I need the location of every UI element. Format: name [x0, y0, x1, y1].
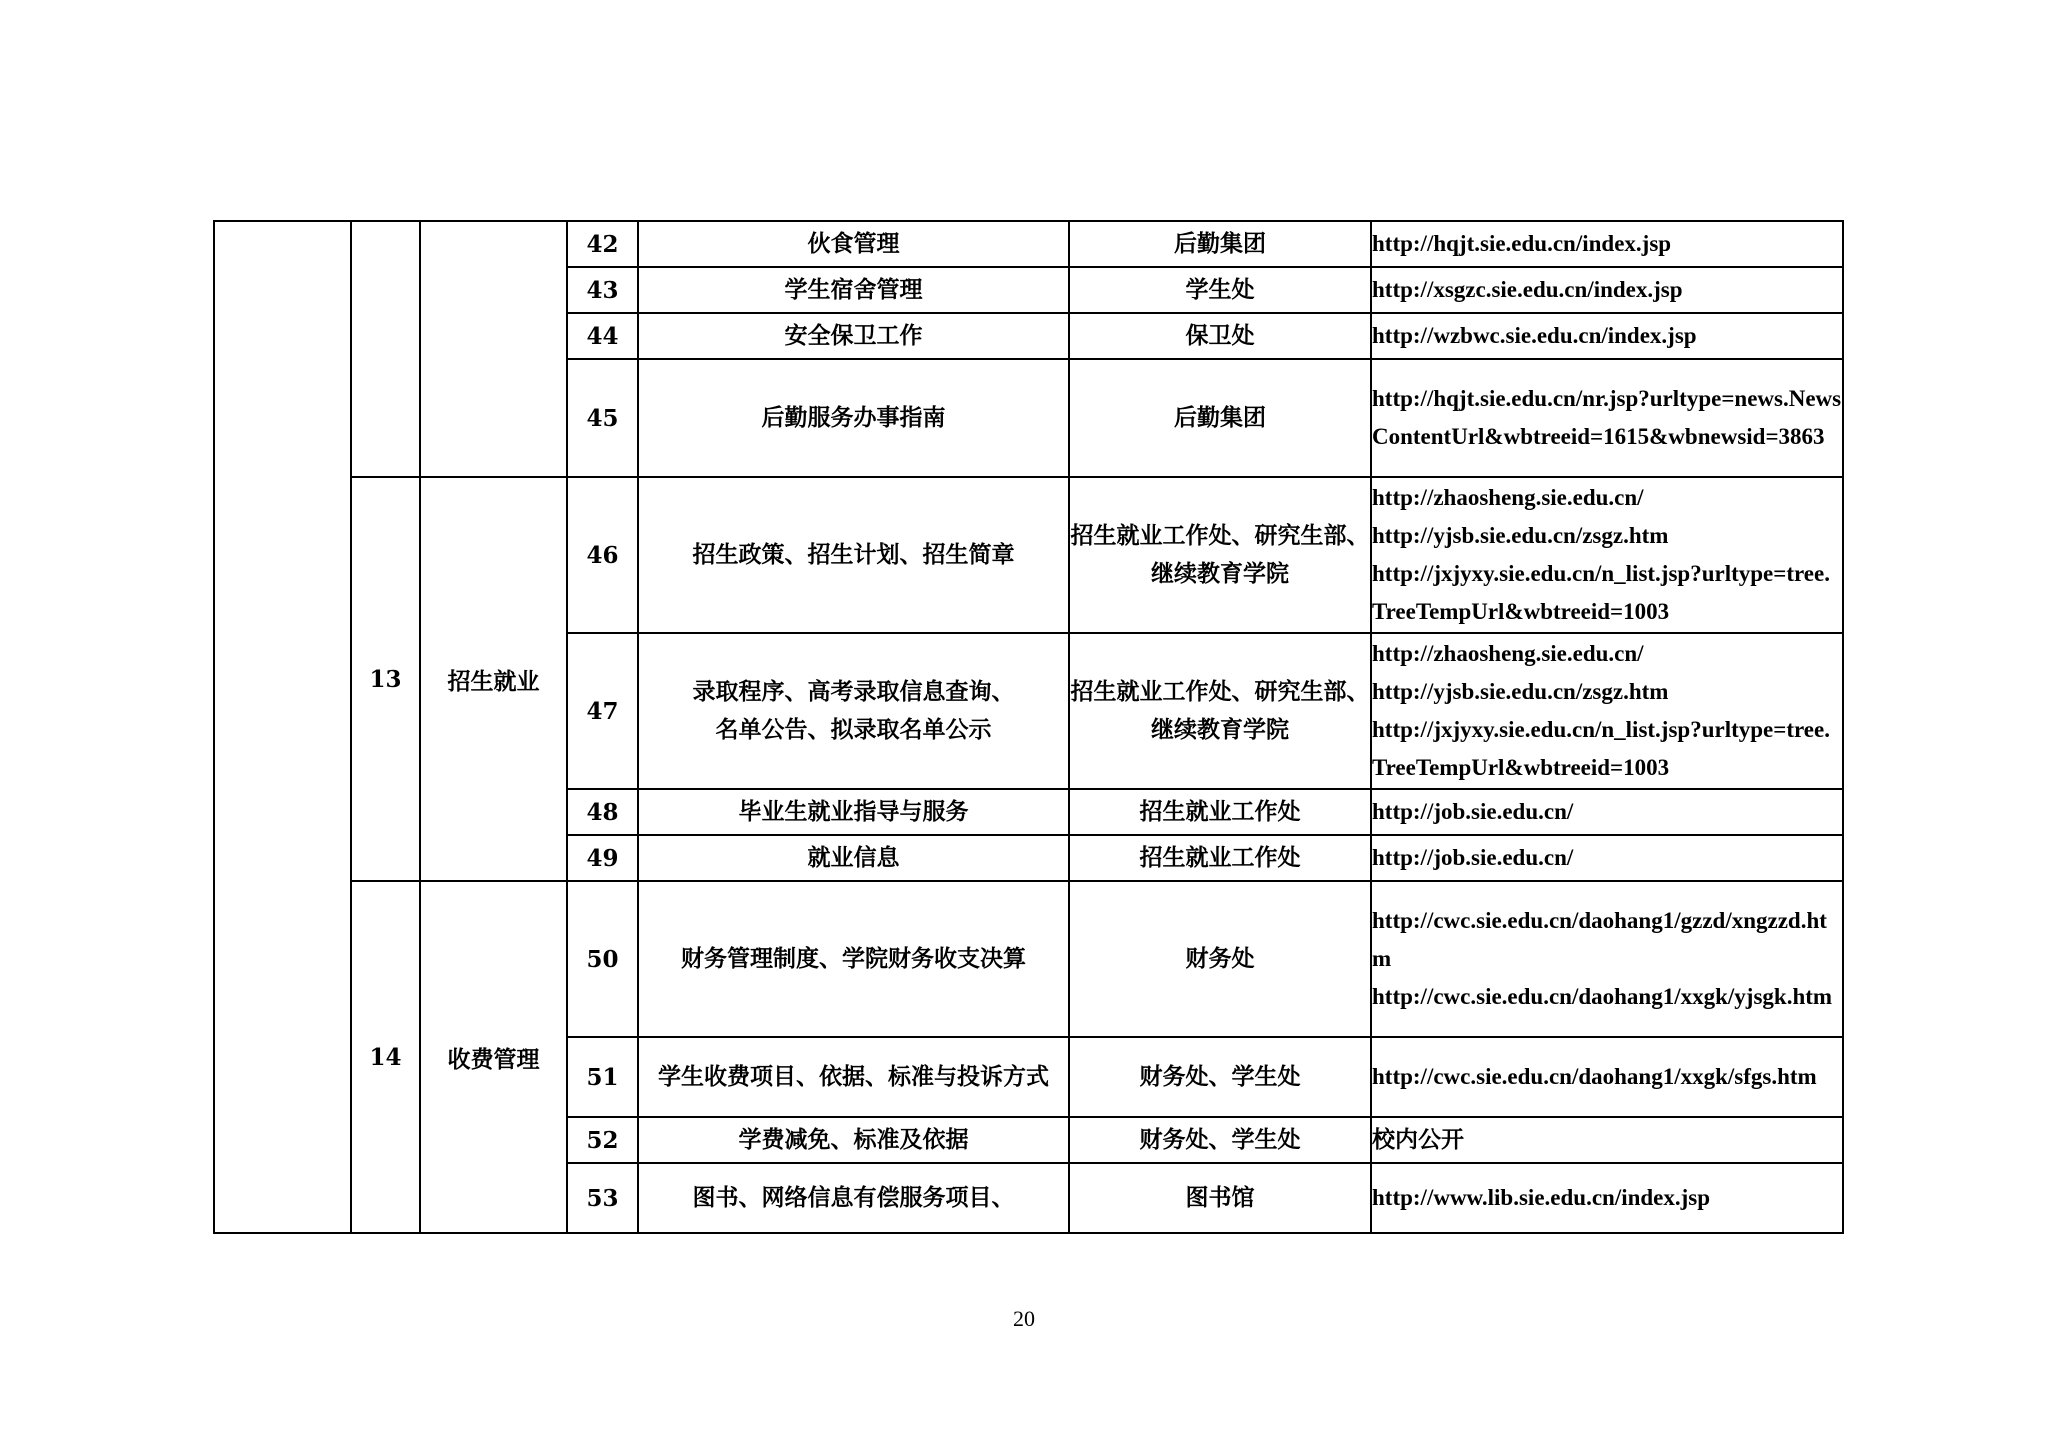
- cell-line: http://xsgzc.sie.edu.cn/index.jsp: [1372, 277, 1683, 302]
- item-number: 47: [567, 633, 638, 789]
- disclosure-item: [638, 313, 1069, 359]
- disclosure-url[interactable]: [1371, 1037, 1843, 1117]
- cell-line: 招生就业工作处、研究生部、: [1070, 678, 1370, 705]
- disclosure-item: [638, 1117, 1069, 1163]
- cell-line: 招生就业工作处: [1139, 844, 1301, 871]
- disclosure-url[interactable]: [1371, 789, 1843, 835]
- cell-line: http://zhaosheng.sie.edu.cn/: [1372, 641, 1644, 666]
- cell-line: http://jxjyxy.sie.edu.cn/n_list.jsp?urltype=tree.TreeTempUrl&wbtreeid=1003: [1372, 561, 1830, 624]
- cell-line: http://zhaosheng.sie.edu.cn/: [1372, 485, 1644, 510]
- cell-line: http://cwc.sie.edu.cn/daohang1/xxgk/yjsgk.htm: [1372, 984, 1833, 1009]
- disclosure-item: [638, 881, 1069, 1037]
- cell-line: http://yjsb.sie.edu.cn/zsgz.htm: [1372, 679, 1669, 704]
- disclosure-item: [638, 835, 1069, 881]
- disclosure-item: [638, 267, 1069, 313]
- cell-line: http://jxjyxy.sie.edu.cn/n_list.jsp?urltype=tree.TreeTempUrl&wbtreeid=1003: [1372, 717, 1830, 780]
- responsible-department: [1069, 313, 1371, 359]
- cell-line: http://hqjt.sie.edu.cn/nr.jsp?urltype=news.NewsContentUrl&wbtreeid=1615&wbnewsid=3863: [1372, 386, 1842, 449]
- item-number: 53: [567, 1163, 638, 1233]
- cell-line: 学生收费项目、依据、标准与投诉方式: [658, 1063, 1049, 1090]
- item-number: 43: [567, 267, 638, 313]
- item-number: 48: [567, 789, 638, 835]
- responsible-department: [1069, 1037, 1371, 1117]
- responsible-department: [1069, 835, 1371, 881]
- cell-line: 继续教育学院: [1151, 560, 1289, 587]
- cell-line: 财务处: [1185, 945, 1255, 972]
- item-number: 46: [567, 477, 638, 633]
- cell-line: 校内公开: [1372, 1127, 1464, 1152]
- cell-line: 后勤集团: [1174, 404, 1266, 431]
- category-number: [351, 221, 420, 477]
- category-name: [420, 221, 567, 477]
- cell-line: 安全保卫工作: [784, 322, 923, 349]
- cell-line: 就业信息: [807, 844, 900, 871]
- disclosure-url[interactable]: [1371, 313, 1843, 359]
- cell-line: 图书、网络信息有偿服务项目、: [692, 1184, 1015, 1211]
- cell-line: 图书馆: [1185, 1184, 1255, 1211]
- responsible-department: [1069, 1117, 1371, 1163]
- disclosure-url[interactable]: [1371, 477, 1843, 633]
- category-name: 收费管理: [420, 881, 567, 1233]
- category-number: 13: [351, 477, 420, 881]
- cell-line: 毕业生就业指导与服务: [738, 798, 969, 825]
- responsible-department: [1069, 1163, 1371, 1233]
- cell-line: 后勤集团: [1174, 230, 1266, 257]
- table-row: [214, 881, 1843, 1037]
- responsible-department: [1069, 477, 1371, 633]
- category-number: 14: [351, 881, 420, 1233]
- cell-line: 招生就业工作处、研究生部、: [1070, 522, 1370, 549]
- cell-line: 财务管理制度、学院财务收支决算: [681, 945, 1026, 972]
- page-number: 20: [1013, 1306, 1035, 1331]
- category-name: 招生就业: [420, 477, 567, 881]
- disclosure-url[interactable]: [1371, 1117, 1843, 1163]
- responsible-department: [1069, 633, 1371, 789]
- responsible-department: [1069, 789, 1371, 835]
- item-number: 45: [567, 359, 638, 477]
- item-number: 44: [567, 313, 638, 359]
- cell-line: 财务处、学生处: [1139, 1126, 1301, 1153]
- disclosure-url[interactable]: [1371, 1163, 1843, 1233]
- item-number: 50: [567, 881, 638, 1037]
- disclosure-url[interactable]: [1371, 881, 1843, 1037]
- disclosure-item: [638, 359, 1069, 477]
- cell-line: http://cwc.sie.edu.cn/daohang1/gzzd/xngzzd.htm: [1372, 908, 1827, 971]
- disclosure-item: [638, 221, 1069, 267]
- cell-line: 财务处、学生处: [1139, 1063, 1301, 1090]
- disclosure-url[interactable]: [1371, 835, 1843, 881]
- cell-line: 保卫处: [1185, 322, 1255, 349]
- disclosure-item: [638, 1037, 1069, 1117]
- cell-line: 招生就业工作处: [1139, 798, 1301, 825]
- responsible-department: [1069, 359, 1371, 477]
- disclosure-item: [638, 789, 1069, 835]
- outer-category-cell: [214, 221, 351, 1233]
- disclosure-url[interactable]: [1371, 267, 1843, 313]
- cell-line: 招生政策、招生计划、招生简章: [692, 541, 1015, 568]
- disclosure-item: [638, 633, 1069, 789]
- cell-line: http://wzbwc.sie.edu.cn/index.jsp: [1372, 323, 1697, 348]
- disclosure-url[interactable]: [1371, 359, 1843, 477]
- cell-line: 学生处: [1185, 276, 1255, 303]
- responsible-department: [1069, 267, 1371, 313]
- item-number: 51: [567, 1037, 638, 1117]
- cell-line: http://job.sie.edu.cn/: [1372, 799, 1574, 824]
- cell-line: 录取程序、高考录取信息查询、: [692, 678, 1015, 705]
- item-number: 49: [567, 835, 638, 881]
- table-row: [214, 477, 1843, 633]
- cell-line: http://yjsb.sie.edu.cn/zsgz.htm: [1372, 523, 1669, 548]
- responsible-department: [1069, 881, 1371, 1037]
- cell-line: 继续教育学院: [1151, 716, 1289, 743]
- disclosure-table: [213, 220, 1844, 1234]
- cell-line: 伙食管理: [807, 230, 900, 257]
- disclosure-item: [638, 1163, 1069, 1233]
- cell-line: http://cwc.sie.edu.cn/daohang1/xxgk/sfgs.htm: [1372, 1064, 1817, 1089]
- cell-line: http://hqjt.sie.edu.cn/index.jsp: [1372, 231, 1672, 256]
- cell-line: http://www.lib.sie.edu.cn/index.jsp: [1372, 1185, 1711, 1210]
- item-number: 42: [567, 221, 638, 267]
- disclosure-item: [638, 477, 1069, 633]
- cell-line: 学费减免、标准及依据: [738, 1126, 969, 1153]
- cell-line: 名单公告、拟录取名单公示: [715, 716, 992, 743]
- cell-line: 后勤服务办事指南: [761, 404, 946, 431]
- item-number: 52: [567, 1117, 638, 1163]
- disclosure-url[interactable]: [1371, 221, 1843, 267]
- cell-line: 学生宿舍管理: [784, 276, 923, 303]
- cell-line: http://job.sie.edu.cn/: [1372, 845, 1574, 870]
- table-row: [214, 221, 1843, 267]
- disclosure-url[interactable]: [1371, 633, 1843, 789]
- responsible-department: [1069, 221, 1371, 267]
